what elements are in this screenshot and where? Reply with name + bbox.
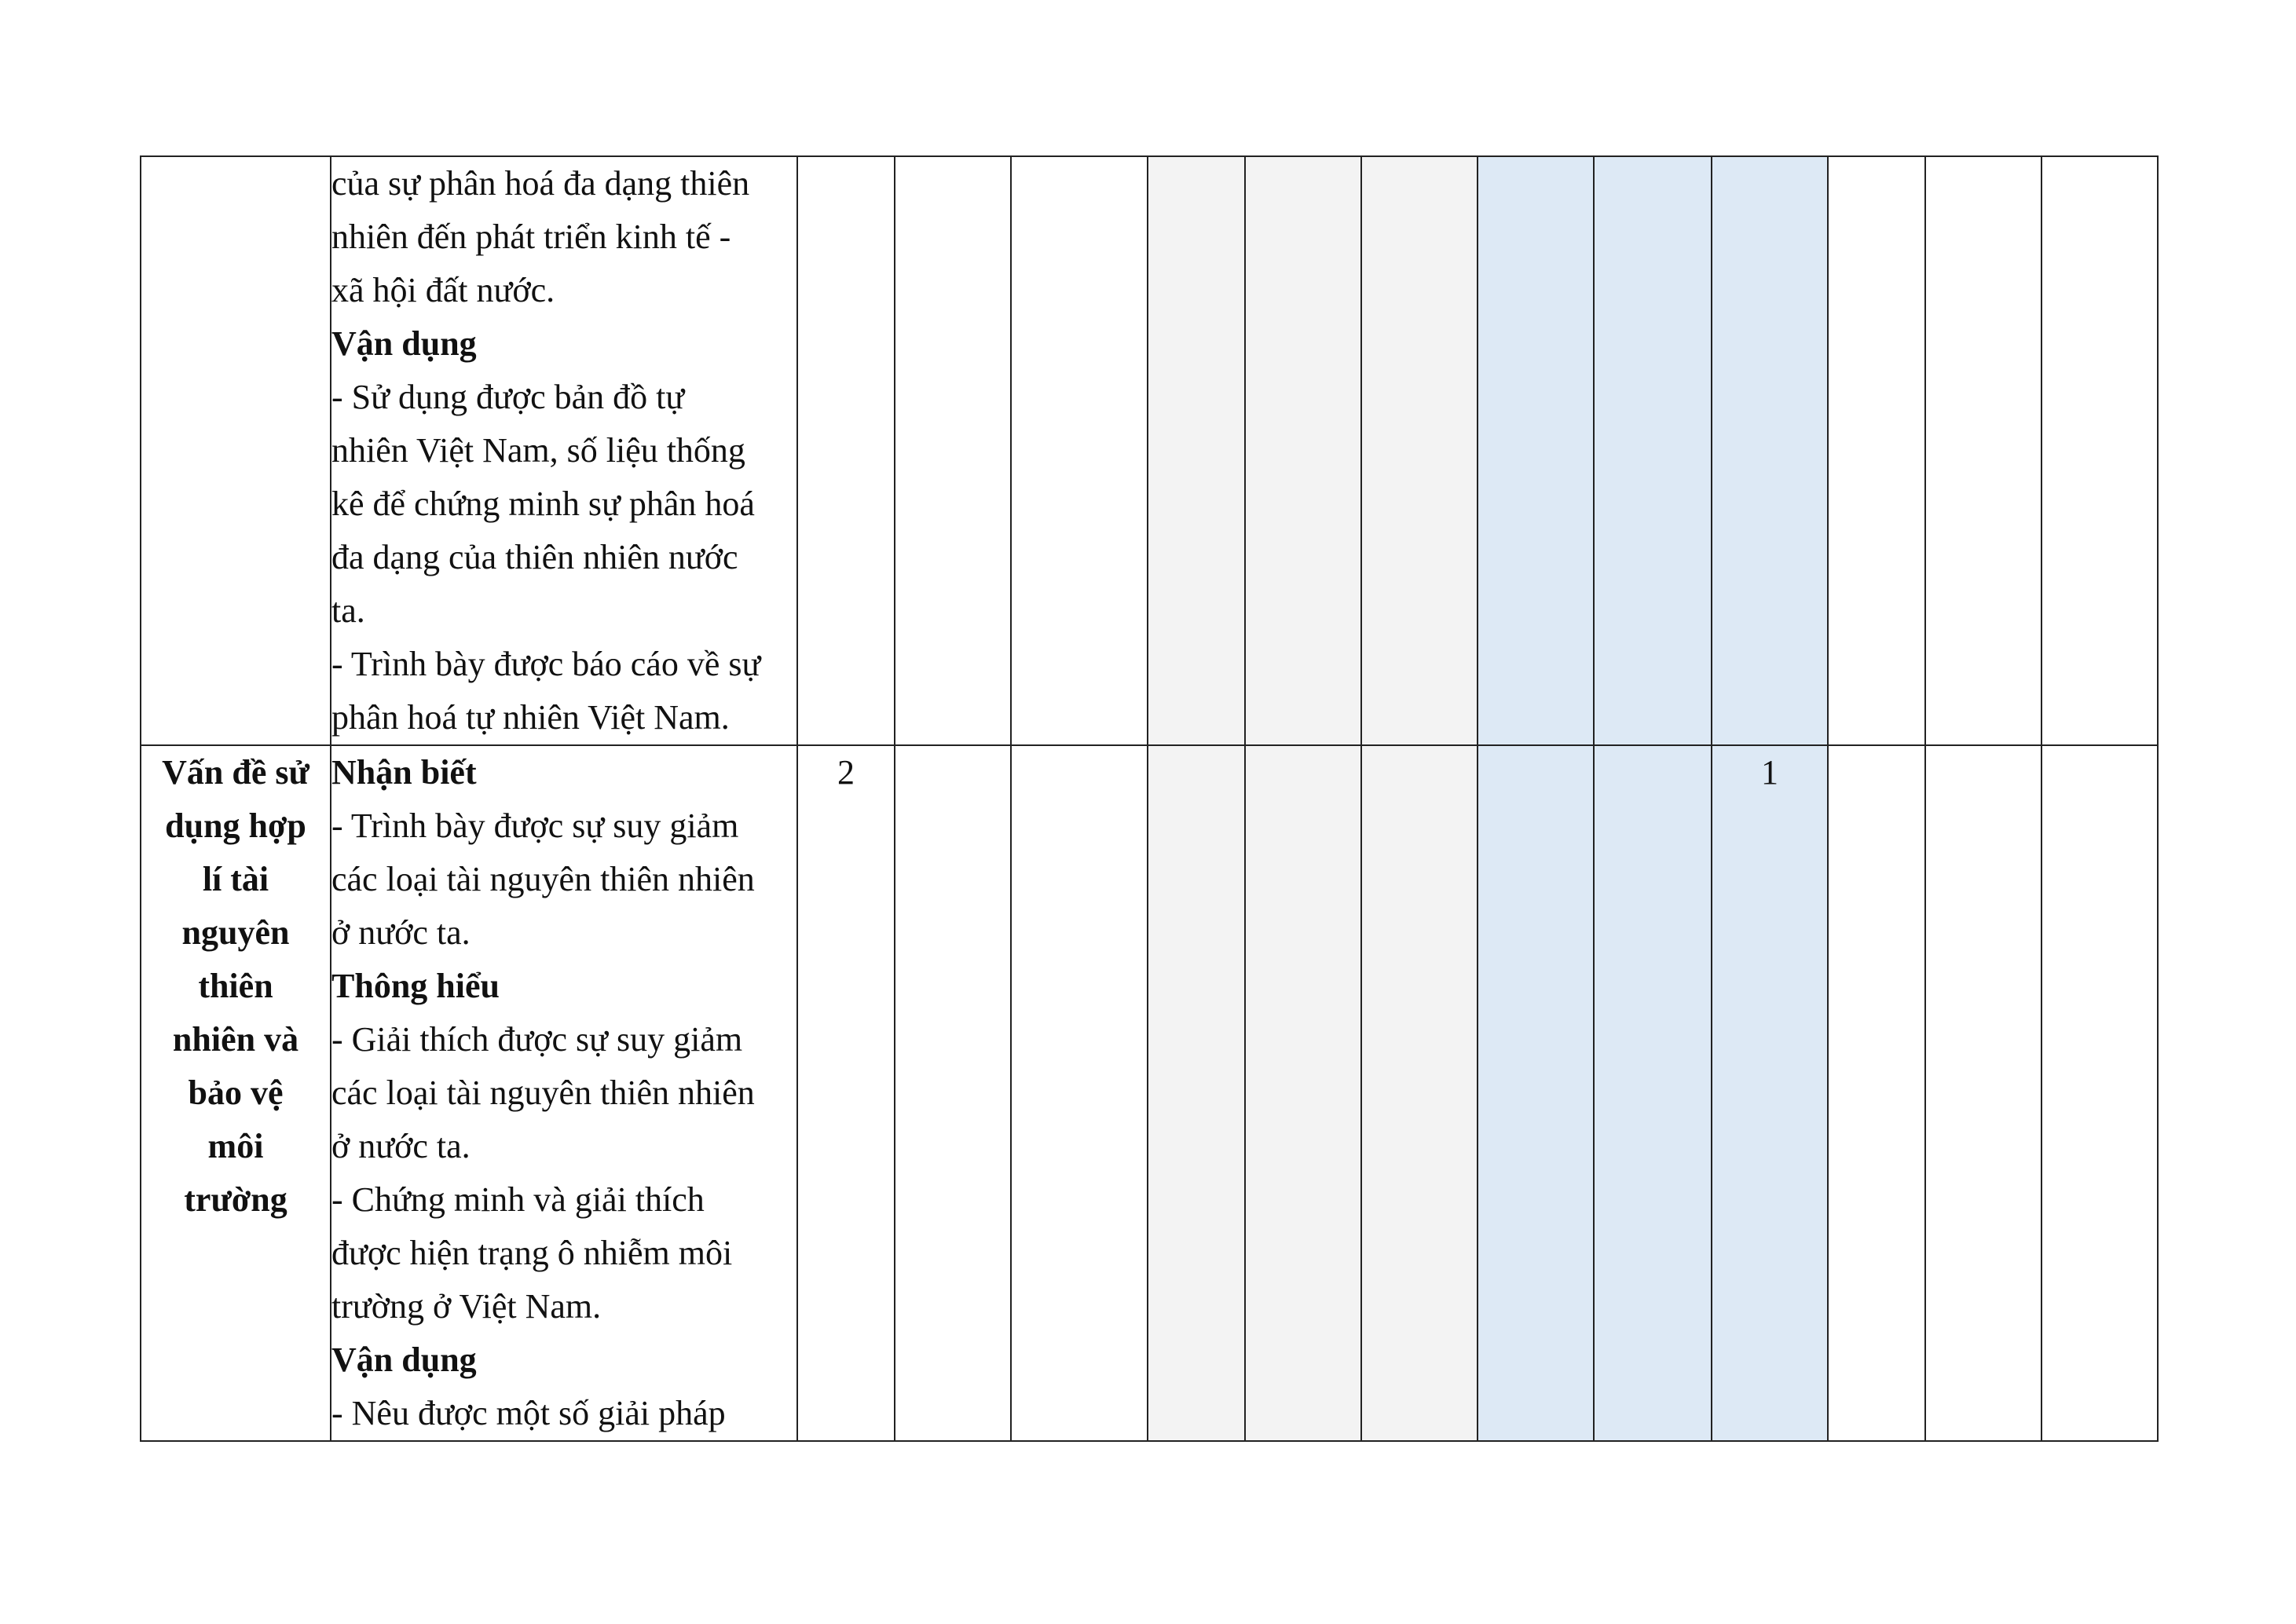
count-cell [1148,156,1245,745]
requirement-line: - Giải thích được sự suy giảm [331,1020,743,1059]
topic-line: thiên [198,967,273,1005]
requirement-line: kê để chứng minh sự phân hoá [331,485,755,523]
count-cell [1828,745,1925,1441]
count-cell [2041,745,2158,1441]
requirement-line: ở nước ta. [331,1127,471,1165]
count-cell [1361,156,1478,745]
count-cell [1925,745,2041,1441]
requirement-cell [331,745,797,1441]
count-cell [797,156,895,745]
topic-line: lí tài [202,860,269,898]
requirement-line: - Sử dụng được bản đồ tự [331,378,685,416]
count-cell: 2 [797,745,895,1441]
requirement-line: - Trình bày được sự suy giảm [331,807,739,845]
requirement-line: nhiên Việt Nam, số liệu thống [331,431,745,470]
count-cell [1828,156,1925,745]
count-cell [2041,156,2158,745]
count-cell [1925,156,2041,745]
requirement-line: phân hoá tự nhiên Việt Nam. [331,698,730,737]
requirement-line: được hiện trạng ô nhiễm môi [331,1234,733,1272]
requirement-line: - Nêu được một số giải pháp [331,1394,726,1432]
count-cell [1361,745,1478,1441]
requirement-line: - Trình bày được báo cáo về sự [331,645,761,683]
count-cell [1594,745,1712,1441]
count-cell [895,745,1011,1441]
topic-line: môi [207,1127,264,1165]
count-cell [1245,745,1361,1441]
topic-line: bảo vệ [188,1074,284,1112]
topic-line: dụng hợp [165,807,306,845]
topic-line: trường [184,1180,287,1219]
count-cell [1594,156,1712,745]
requirement-line: trường ở Việt Nam. [331,1287,602,1326]
count-cell [1011,745,1148,1441]
count-cell [895,156,1011,745]
table-row [141,156,2158,745]
count-cell [1245,156,1361,745]
requirement-line: xã hội đất nước. [331,271,555,309]
count-cell [1478,156,1594,745]
level-heading: Thông hiểu [331,967,500,1005]
table-row [141,745,2158,1441]
level-heading: Vận dụng [331,324,477,363]
count-cell [1148,745,1245,1441]
requirement-line: các loại tài nguyên thiên nhiên [331,860,755,898]
count-cell [1478,745,1594,1441]
count-cell [1712,156,1828,745]
requirement-line: nhiên đến phát triển kinh tế - [331,218,731,256]
count-cell: 1 [1712,745,1828,1441]
topic-line: nguyên [181,913,290,952]
topic-cell [141,156,331,745]
requirement-line: đa dạng của thiên nhiên nước [331,538,738,576]
requirement-cell [331,156,797,745]
content-matrix-table [140,155,2159,1442]
requirement-line: - Chứng minh và giải thích [331,1180,705,1219]
count-cell [1011,156,1148,745]
requirement-line: ở nước ta. [331,913,471,952]
topic-line: nhiên và [172,1020,299,1059]
topic-cell [141,745,331,1441]
requirement-line: của sự phân hoá đa dạng thiên [331,164,750,203]
requirement-line: ta. [331,591,365,630]
level-heading: Nhận biết [331,753,477,792]
level-heading: Vận dụng [331,1341,477,1379]
requirement-line: các loại tài nguyên thiên nhiên [331,1074,755,1112]
topic-line: Vấn đề sử [162,753,309,792]
